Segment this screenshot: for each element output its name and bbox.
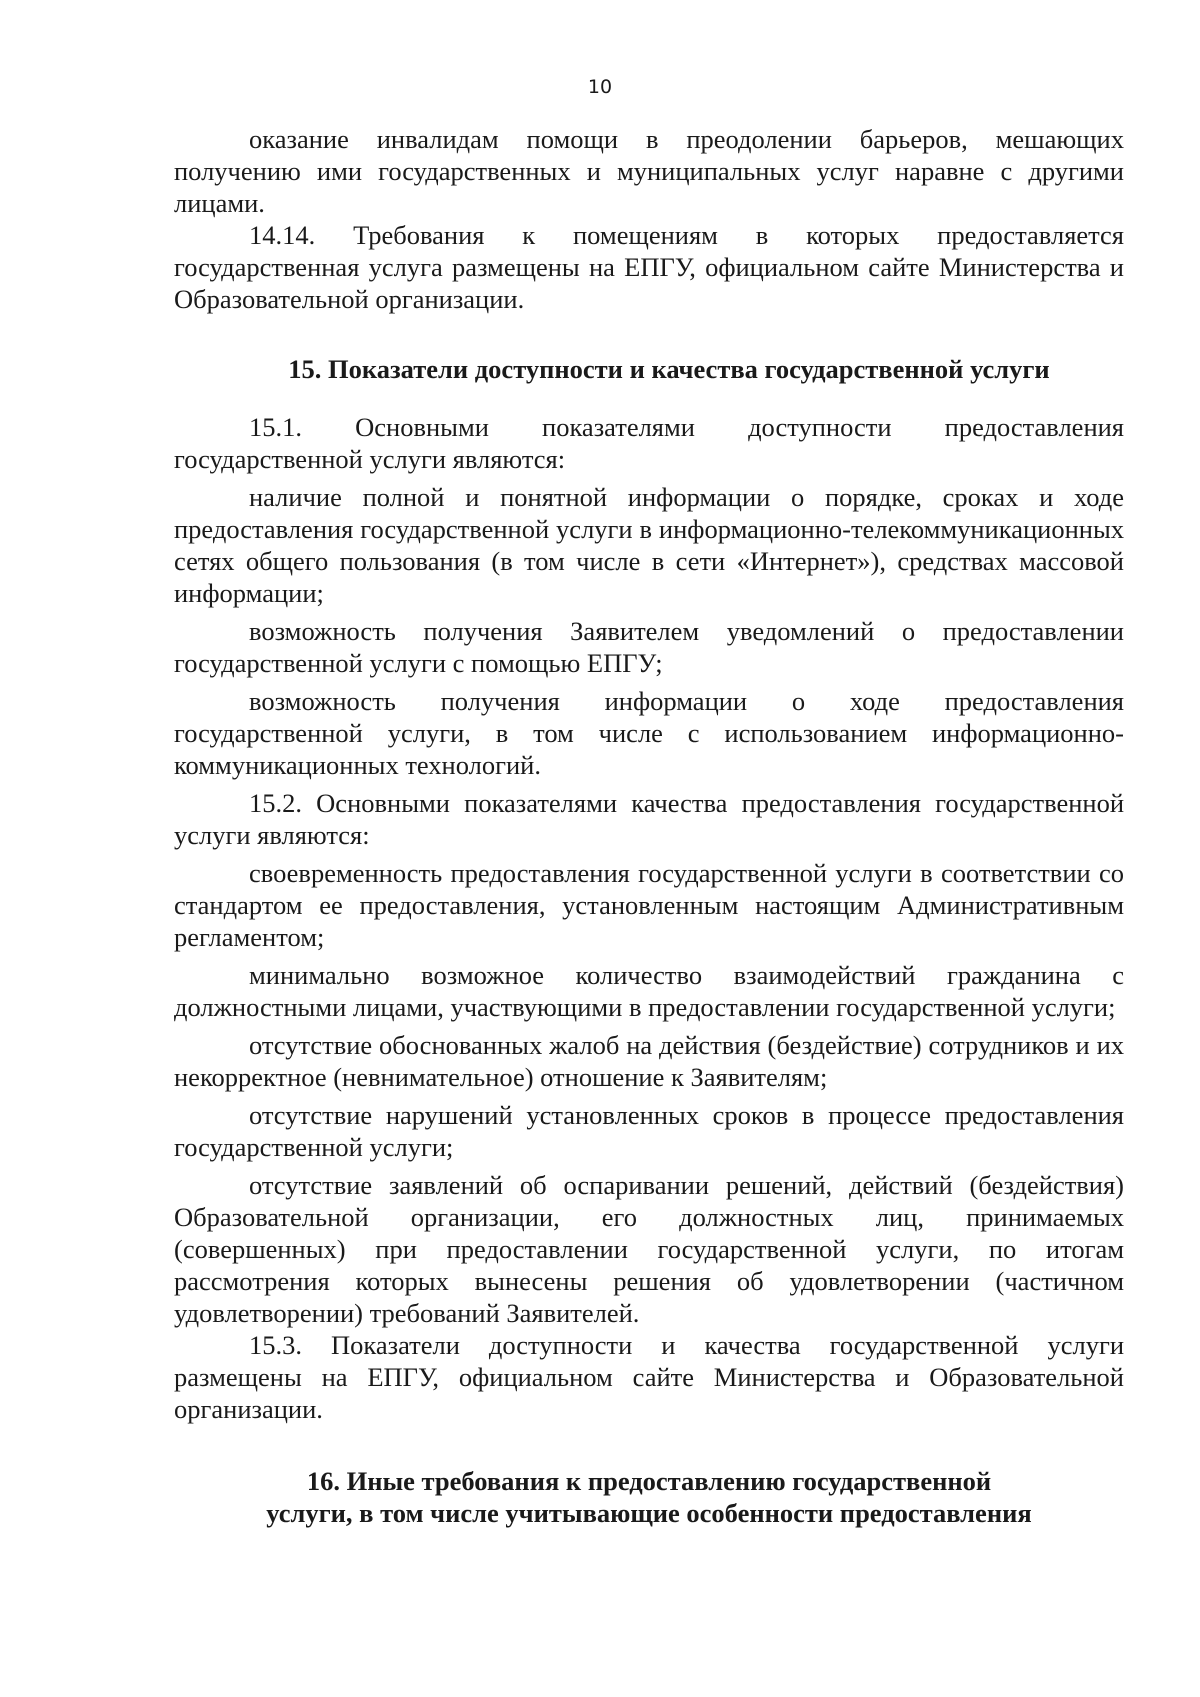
section-16-heading-line-2: услуги, в том числе учитывающие особенности предоставления (266, 1498, 1032, 1528)
section-15-heading: 15. Показатели доступности и качества государственной услуги (288, 354, 1050, 384)
paragraph: возможность получения Заявителем уведомлений о предоставлении государственной услуги с помощью ЕПГУ; (174, 616, 1124, 678)
paragraph: минимально возможное количество взаимодействий гражданина с должностными лицами, участвующими в предоставлении государственной услуги; (174, 960, 1124, 1022)
paragraph: своевременность предоставления государственной услуги в соответствии со стандартом ее предоставления, установленным настоящим Административным регламентом; (174, 858, 1124, 952)
paragraph: возможность получения информации о ходе предоставления государственной услуги, в том числе с использованием информационно-коммуникационных технологий. (174, 686, 1124, 780)
paragraph: отсутствие обоснованных жалоб на действия (бездействие) сотрудников и их некорректное (невнимательное) отношение к Заявителям; (174, 1030, 1124, 1092)
paragraph-14-14: 14.14. Требования к помещениям в которых предоставляется государственная услуга размещены на ЕПГУ, официальном сайте Министерства и Образовательной организации. (174, 220, 1124, 314)
page-number: 10 (587, 76, 613, 98)
paragraph: оказание инвалидам помощи в преодолении барьеров, мешающих получению ими государственных и муниципальных услуг наравне с другими лицами. (174, 124, 1124, 218)
section-16-heading (174, 1465, 1124, 1529)
section-16-heading-line-1: 16. Иные требования к предоставлению государственной (306, 1466, 992, 1496)
paragraph-15-2: 15.2. Основными показателями качества предоставления государственной услуги являются: (174, 788, 1124, 850)
paragraph: отсутствие заявлений об оспаривании решений, действий (бездействия) Образовательной организации, его должностных лиц, принимаемых (совершенных) при предоставлении государственной услуги, по итогам рассмотрения которых вынесены решения об удовлетворении (частичном удовлетворении) требований Заявителей. (174, 1170, 1124, 1328)
paragraph-15-1: 15.1. Основными показателями доступности предоставления государственной услуги являются: (174, 412, 1124, 474)
document-body (174, 123, 1124, 1529)
paragraph-15-3: 15.3. Показатели доступности и качества государственной услуги размещены на ЕПГУ, официальном сайте Министерства и Образовательной организации. (174, 1330, 1124, 1424)
paragraph: наличие полной и понятной информации о порядке, сроках и ходе предоставления государственной услуги в информационно-телекоммуникационных сетях общего пользования (в том числе в сети «Интернет»), средствах массовой информации; (174, 482, 1124, 608)
paragraph: отсутствие нарушений установленных сроков в процессе предоставления государственной услуги; (174, 1100, 1124, 1162)
